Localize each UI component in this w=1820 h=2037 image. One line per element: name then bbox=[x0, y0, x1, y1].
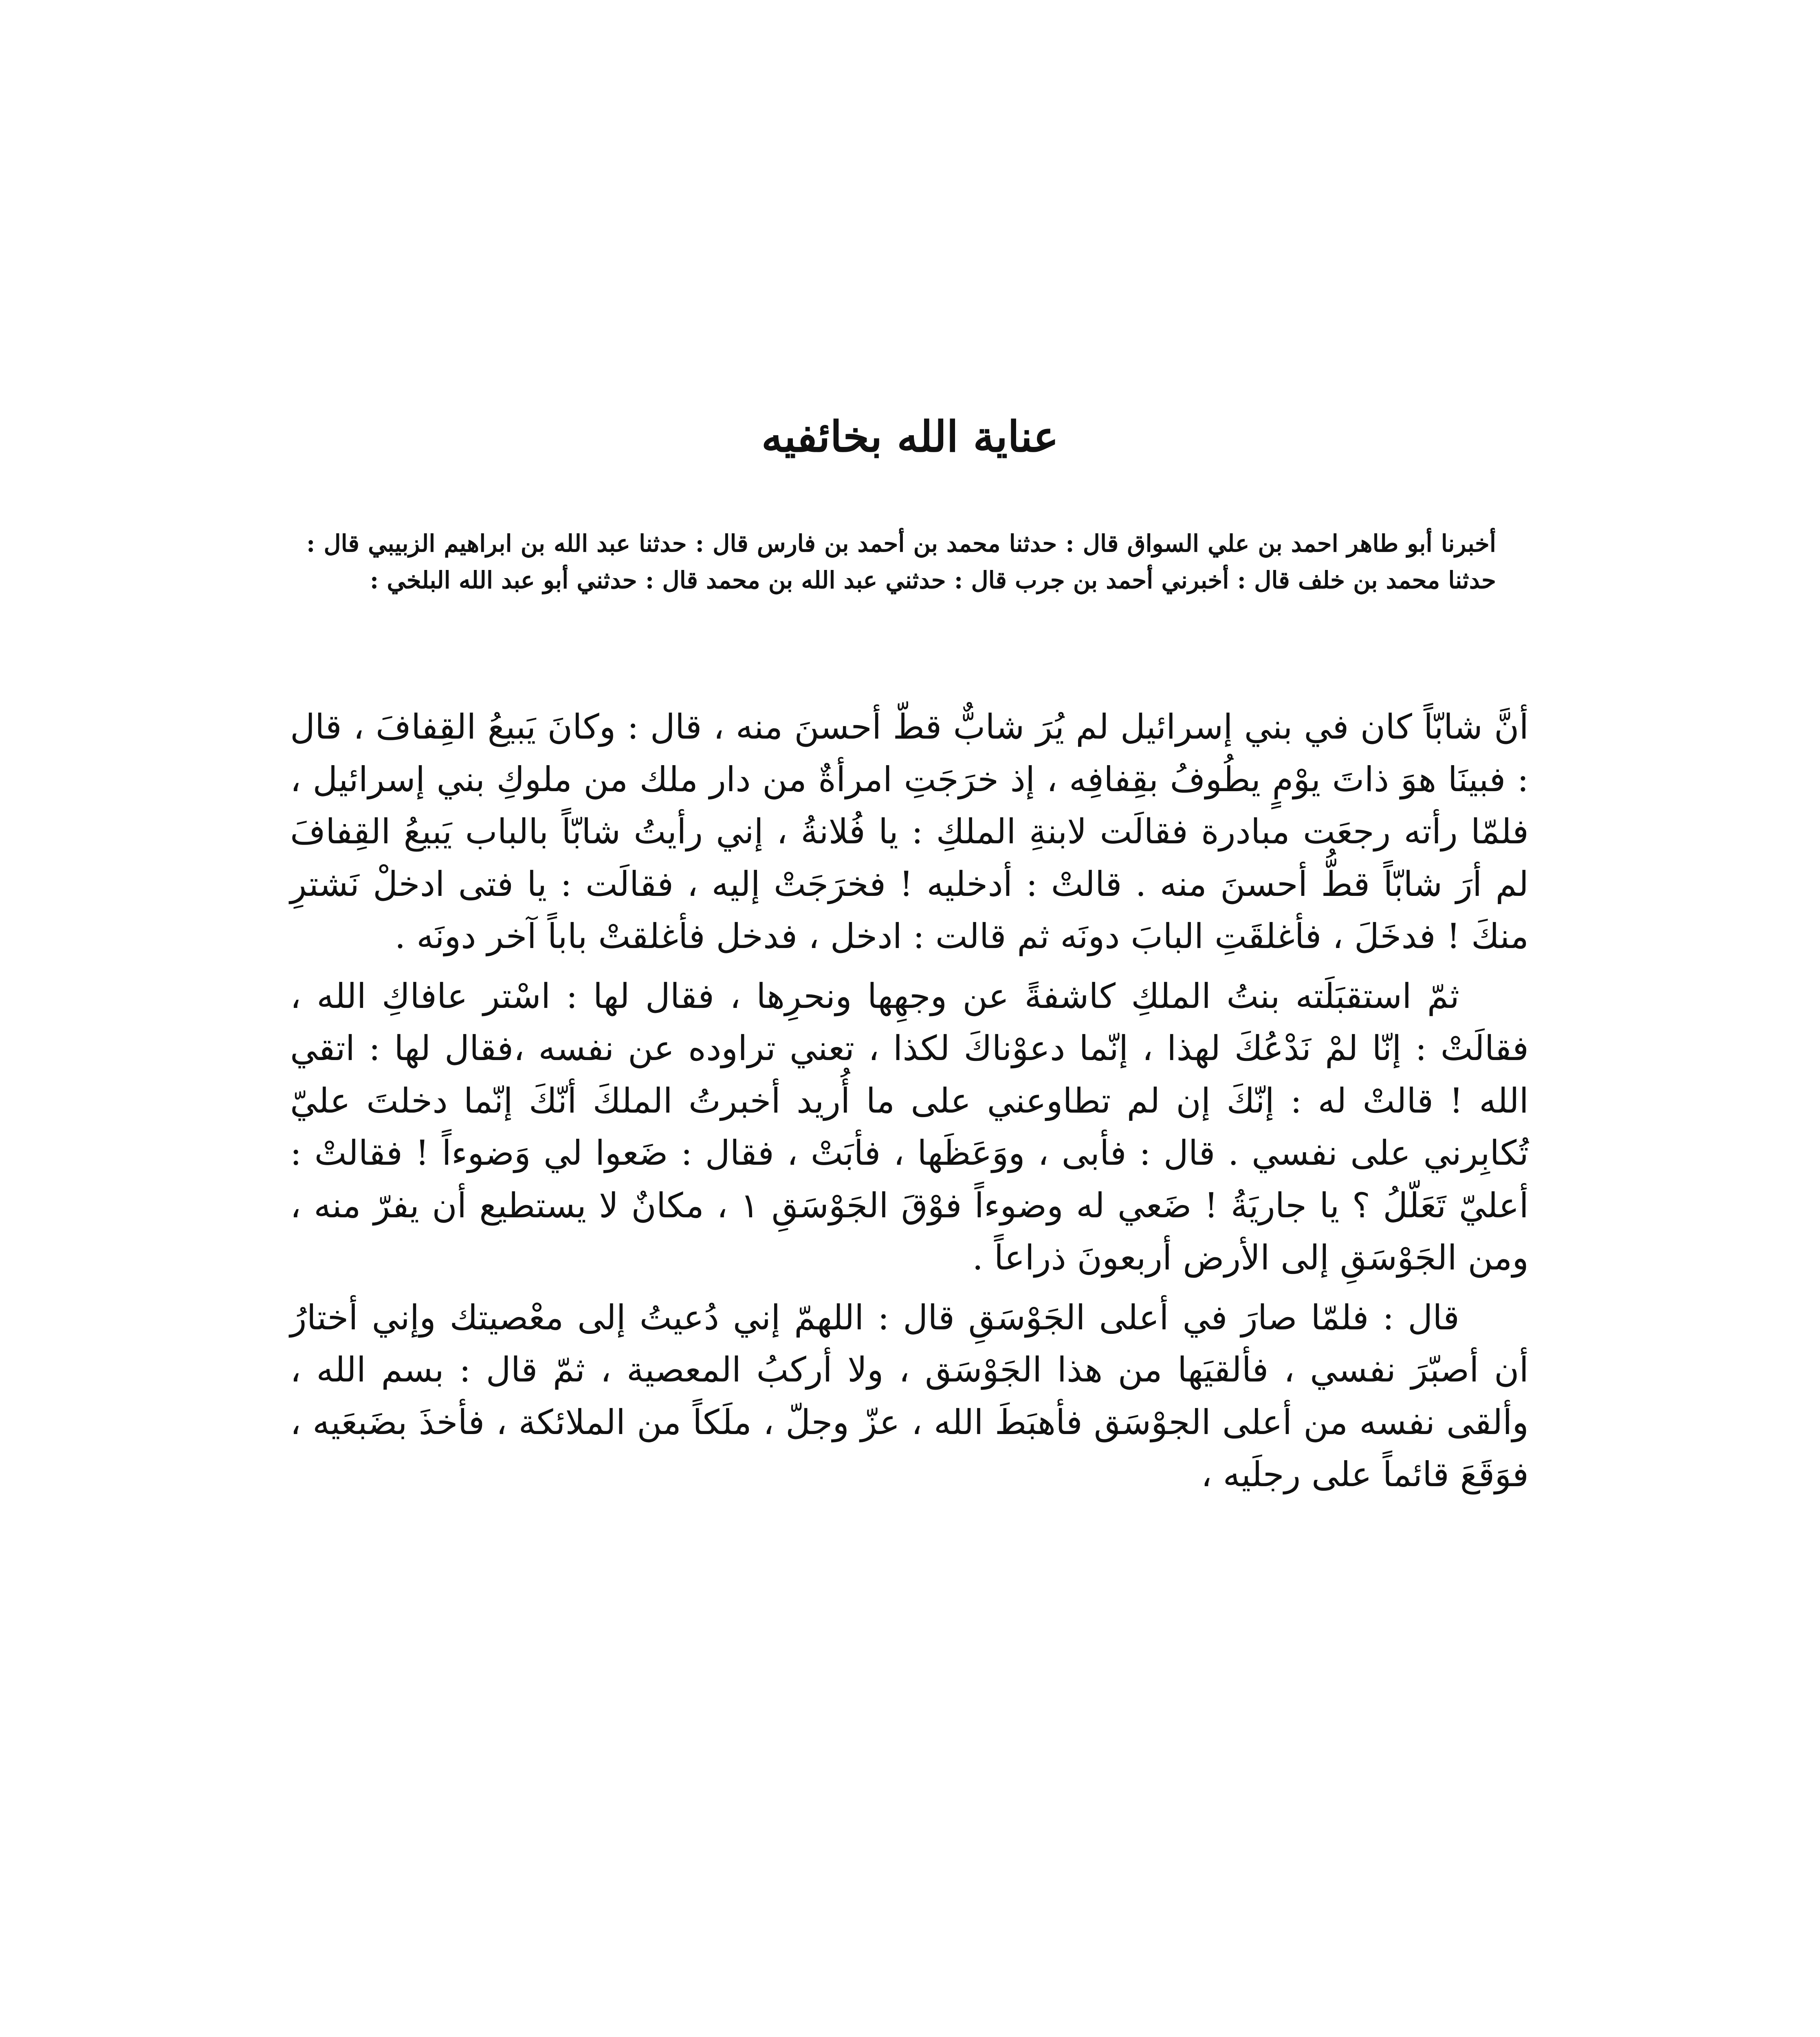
paragraph-2: ثمّ استقبَلَته بنتُ الملكِ كاشفةً عن وجهِها ونحرِها ، فقال لها : اسْتر عافاكِ الله ، فقالَتْ : إنّا لمْ نَدْعُكَ لهذا ، إنّما دعوْناكَ لكذا ، تعني تراوده عن نفسه ،فقال لها : اتقي الله ! قالتْ له : إنّكَ إن لم تطاوعني على ما أُريد أخبرتُ الملكَ أنّكَ إنّما دخلتَ عليّ تُكابِرني على نفسي . قال : فأبى ، ووَعَظَها ، فأبَتْ ، فقال : ضَعوا لي وَضوءاً ! فقالتْ : أعليّ تَعَلّلُ ؟ يا جاريَةُ ! ضَعي له وضوءاً فوْقَ الجَوْسَقِ ١ ، مكانٌ لا يستطيع أن يفرّ منه ، ومن الجَوْسَقِ إلى الأرض أربعونَ ذراعاً . bbox=[290, 976, 1529, 1278]
paragraph-3: قال : فلمّا صارَ في أعلى الجَوْسَقِ قال : اللهمّ إني دُعيتُ إلى معْصيتك وإني أختارُ أن أصبّرَ نفسي ، فألقيَها من هذا الجَوْسَق ، ولا أركبُ المعصية ، ثمّ قال : بسم الله ، وألقى نفسه من أعلى الجوْسَق فأهبَطَ الله ، عزّ وجلّ ، ملَكاً من الملائكة ، فأخذَ بضَبعَيه ، فوَقَعَ قائماً على رجلَيه ، bbox=[290, 1297, 1529, 1495]
main-text bbox=[290, 701, 1529, 1508]
isnad-chain: أخبرنا أبو طاهر احمد بن علي السواق قال : حدثنا محمد بن أحمد بن فارس قال : حدثنا عبد الله بن ابراهيم الزبيبي قال : حدثنا محمد بن خلف قال : أخبرني أحمد بن جرب قال : حدثني عبد الله بن محمد قال : حدثني أبو عبد الله البلخي : bbox=[306, 530, 1496, 594]
paragraph-1: أنَّ شابّاً كان في بني إسرائيل لم يُرَ شابٌّ قطّ أحسنَ منه ، قال : وكانَ يَبيعُ القِفافَ ، قال : فبينَا هوَ ذاتَ يوْمٍ يطُوفُ بقِفافِه ، إذ خرَجَتِ امرأةٌ من دار ملك من ملوكِ بني إسرائيل ، فلمّا رأته رجعَت مبادرة فقالَت لابنةِ الملكِ : يا فُلانةُ ، إني رأيتُ شابّاً بالباب يَبيعُ القِفافَ لم أرَ شابّاً قطُّ أحسنَ منه . قالتْ : أدخليه ! فخرَجَتْ إليه ، فقالَت : يا فتى ادخلْ نَشترِ منكَ ! فدخَلَ ، فأغلقَتِ البابَ دونَه ثم قالت : ادخل ، فدخل فأغلقتْ باباً آخر دونَه . bbox=[290, 707, 1529, 957]
chapter-title: عناية الله بخائفيه bbox=[761, 411, 1059, 462]
